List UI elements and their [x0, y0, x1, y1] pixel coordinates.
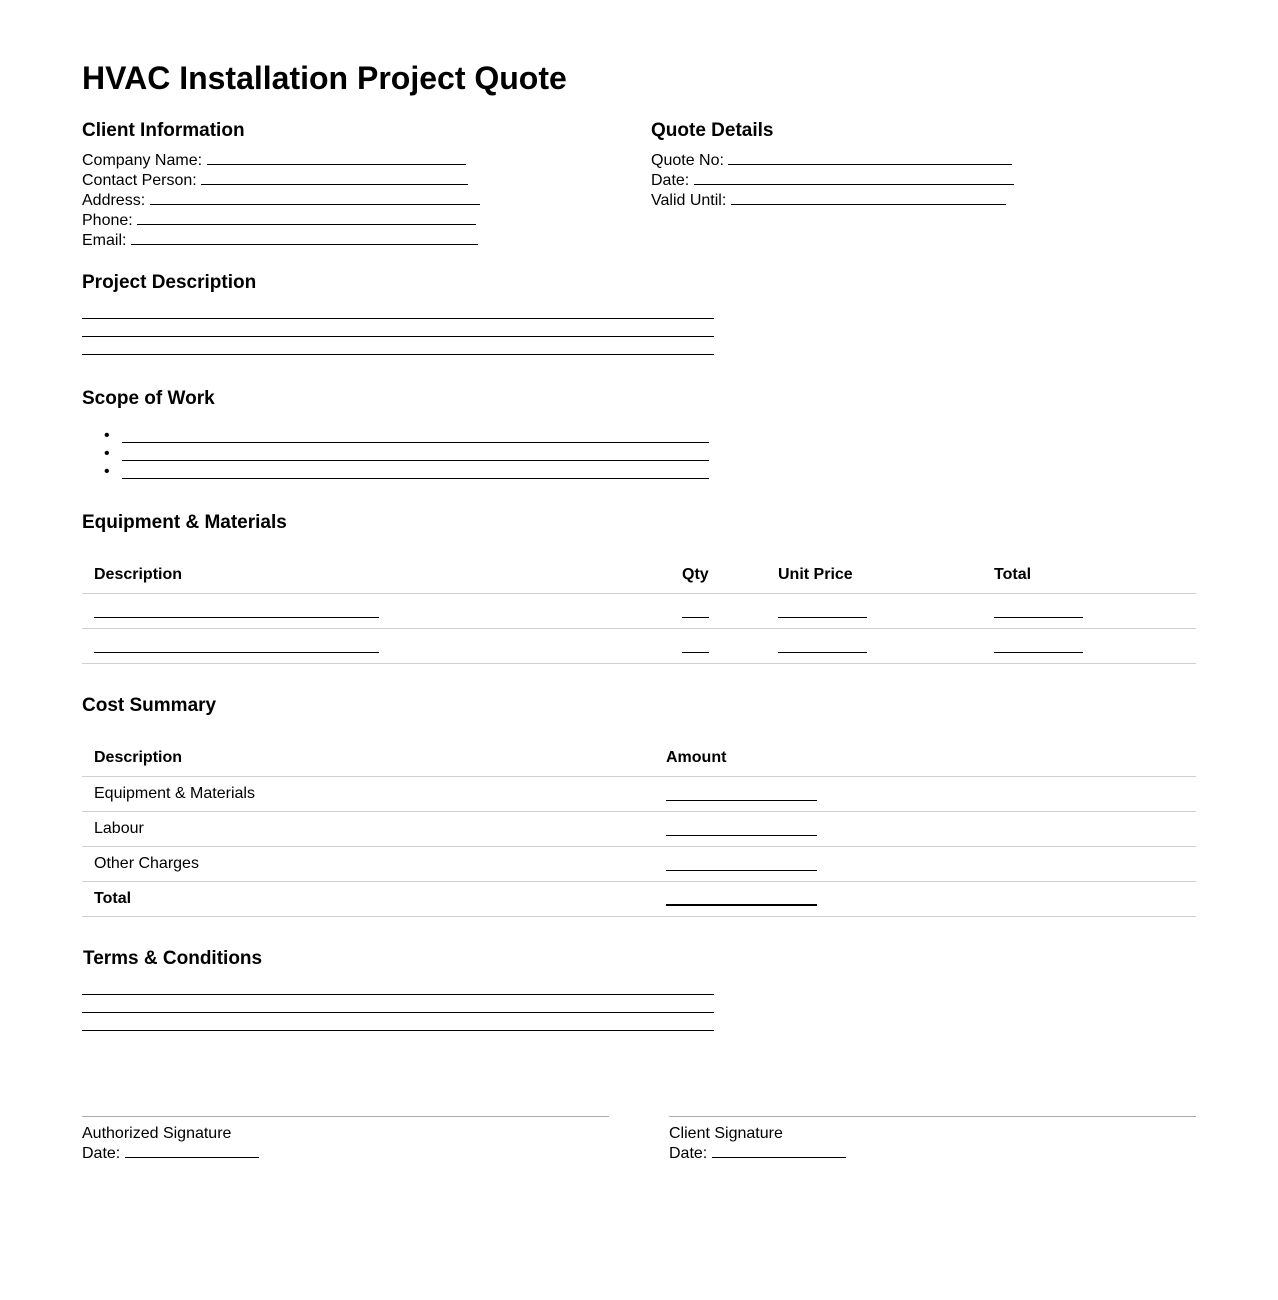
- other-charges-amount-input[interactable]: [666, 853, 817, 871]
- authorized-date-input[interactable]: [125, 1143, 259, 1158]
- address-field[interactable]: [82, 190, 480, 210]
- bullet-icon: •: [104, 445, 110, 462]
- table-row: [82, 847, 1196, 882]
- valid-until-input[interactable]: [731, 190, 1006, 205]
- column-header-total: Total: [982, 557, 1196, 594]
- table-row-total: [82, 882, 1196, 917]
- email-input[interactable]: [131, 230, 478, 245]
- email-field[interactable]: [82, 230, 480, 250]
- field-label: Valid Until:: [651, 192, 727, 209]
- field-label: Phone:: [82, 212, 133, 229]
- table-header-row: [82, 740, 1196, 777]
- cost-label: Other Charges: [82, 847, 654, 882]
- field-label: Date:: [669, 1145, 708, 1162]
- item-unit-price-input[interactable]: [778, 635, 867, 653]
- scope-item-line[interactable]: [122, 460, 709, 461]
- item-qty-input[interactable]: [682, 600, 709, 618]
- field-label: Date:: [82, 1145, 121, 1162]
- bullet-icon: •: [104, 427, 110, 444]
- table-row: [82, 629, 1196, 664]
- item-description-input[interactable]: [94, 635, 379, 653]
- table-row: [82, 594, 1196, 629]
- quote-details-heading: Quote Details: [651, 120, 774, 141]
- total-label: Total: [82, 882, 654, 917]
- authorized-signature-line[interactable]: [82, 1116, 609, 1117]
- total-amount-input[interactable]: [666, 887, 817, 906]
- item-qty-input[interactable]: [682, 635, 709, 653]
- field-label: Contact Person:: [82, 172, 197, 189]
- phone-field[interactable]: [82, 210, 480, 230]
- field-label: Address:: [82, 192, 146, 209]
- cost-label: Equipment & Materials: [82, 777, 654, 812]
- table-row: [82, 777, 1196, 812]
- company-name-field[interactable]: [82, 150, 480, 170]
- terms-heading: Terms & Conditions: [83, 948, 263, 969]
- date-field[interactable]: [651, 170, 1014, 190]
- item-unit-price-input[interactable]: [778, 600, 867, 618]
- quote-no-input[interactable]: [728, 150, 1012, 165]
- authorized-signature-block: [82, 1116, 609, 1163]
- field-label: Company Name:: [82, 152, 203, 169]
- item-total-input[interactable]: [994, 600, 1083, 618]
- contact-person-field[interactable]: [82, 170, 480, 190]
- scope-item-line[interactable]: [122, 478, 709, 479]
- client-signature-label: Client Signature: [669, 1125, 783, 1142]
- project-description-heading: Project Description: [82, 272, 257, 293]
- item-total-input[interactable]: [994, 635, 1083, 653]
- quote-details-fields: [651, 150, 1014, 210]
- field-label: Date:: [651, 172, 690, 189]
- labour-amount-input[interactable]: [666, 818, 817, 836]
- client-date-input[interactable]: [712, 1143, 846, 1158]
- bullet-icon: •: [104, 463, 110, 480]
- project-description-line[interactable]: [82, 336, 714, 337]
- cost-summary-table: [82, 740, 1196, 917]
- quote-no-field[interactable]: [651, 150, 1014, 170]
- client-info-fields: [82, 150, 480, 250]
- scope-of-work-heading: Scope of Work: [82, 388, 215, 409]
- address-input[interactable]: [150, 190, 480, 205]
- equipment-heading: Equipment & Materials: [82, 512, 287, 533]
- contact-person-input[interactable]: [201, 170, 468, 185]
- client-info-heading: Client Information: [82, 120, 245, 141]
- client-signature-line[interactable]: [669, 1116, 1196, 1117]
- column-header-unit-price: Unit Price: [766, 557, 982, 594]
- column-header-description: Description: [82, 740, 654, 777]
- terms-line[interactable]: [82, 1012, 714, 1013]
- field-label: Quote No:: [651, 152, 724, 169]
- equipment-table: [82, 557, 1196, 664]
- scope-item-line[interactable]: [122, 442, 709, 443]
- client-signature-block: [669, 1116, 1196, 1163]
- project-description-line[interactable]: [82, 318, 714, 319]
- field-label: Email:: [82, 232, 127, 249]
- project-description-line[interactable]: [82, 354, 714, 355]
- authorized-date-field[interactable]: [82, 1143, 609, 1163]
- company-name-input[interactable]: [207, 150, 466, 165]
- column-header-amount: Amount: [654, 740, 1196, 777]
- equipment-amount-input[interactable]: [666, 783, 817, 801]
- terms-line[interactable]: [82, 994, 714, 995]
- date-input[interactable]: [694, 170, 1014, 185]
- column-header-qty: Qty: [670, 557, 766, 594]
- cost-summary-heading: Cost Summary: [82, 695, 217, 716]
- page-title: HVAC Installation Project Quote: [82, 60, 567, 96]
- cost-label: Labour: [82, 812, 654, 847]
- table-row: [82, 812, 1196, 847]
- terms-line[interactable]: [82, 1030, 714, 1031]
- client-date-field[interactable]: [669, 1143, 1196, 1163]
- item-description-input[interactable]: [94, 600, 379, 618]
- authorized-signature-label: Authorized Signature: [82, 1125, 232, 1142]
- phone-input[interactable]: [137, 210, 476, 225]
- column-header-description: Description: [82, 557, 670, 594]
- table-header-row: [82, 557, 1196, 594]
- valid-until-field[interactable]: [651, 190, 1014, 210]
